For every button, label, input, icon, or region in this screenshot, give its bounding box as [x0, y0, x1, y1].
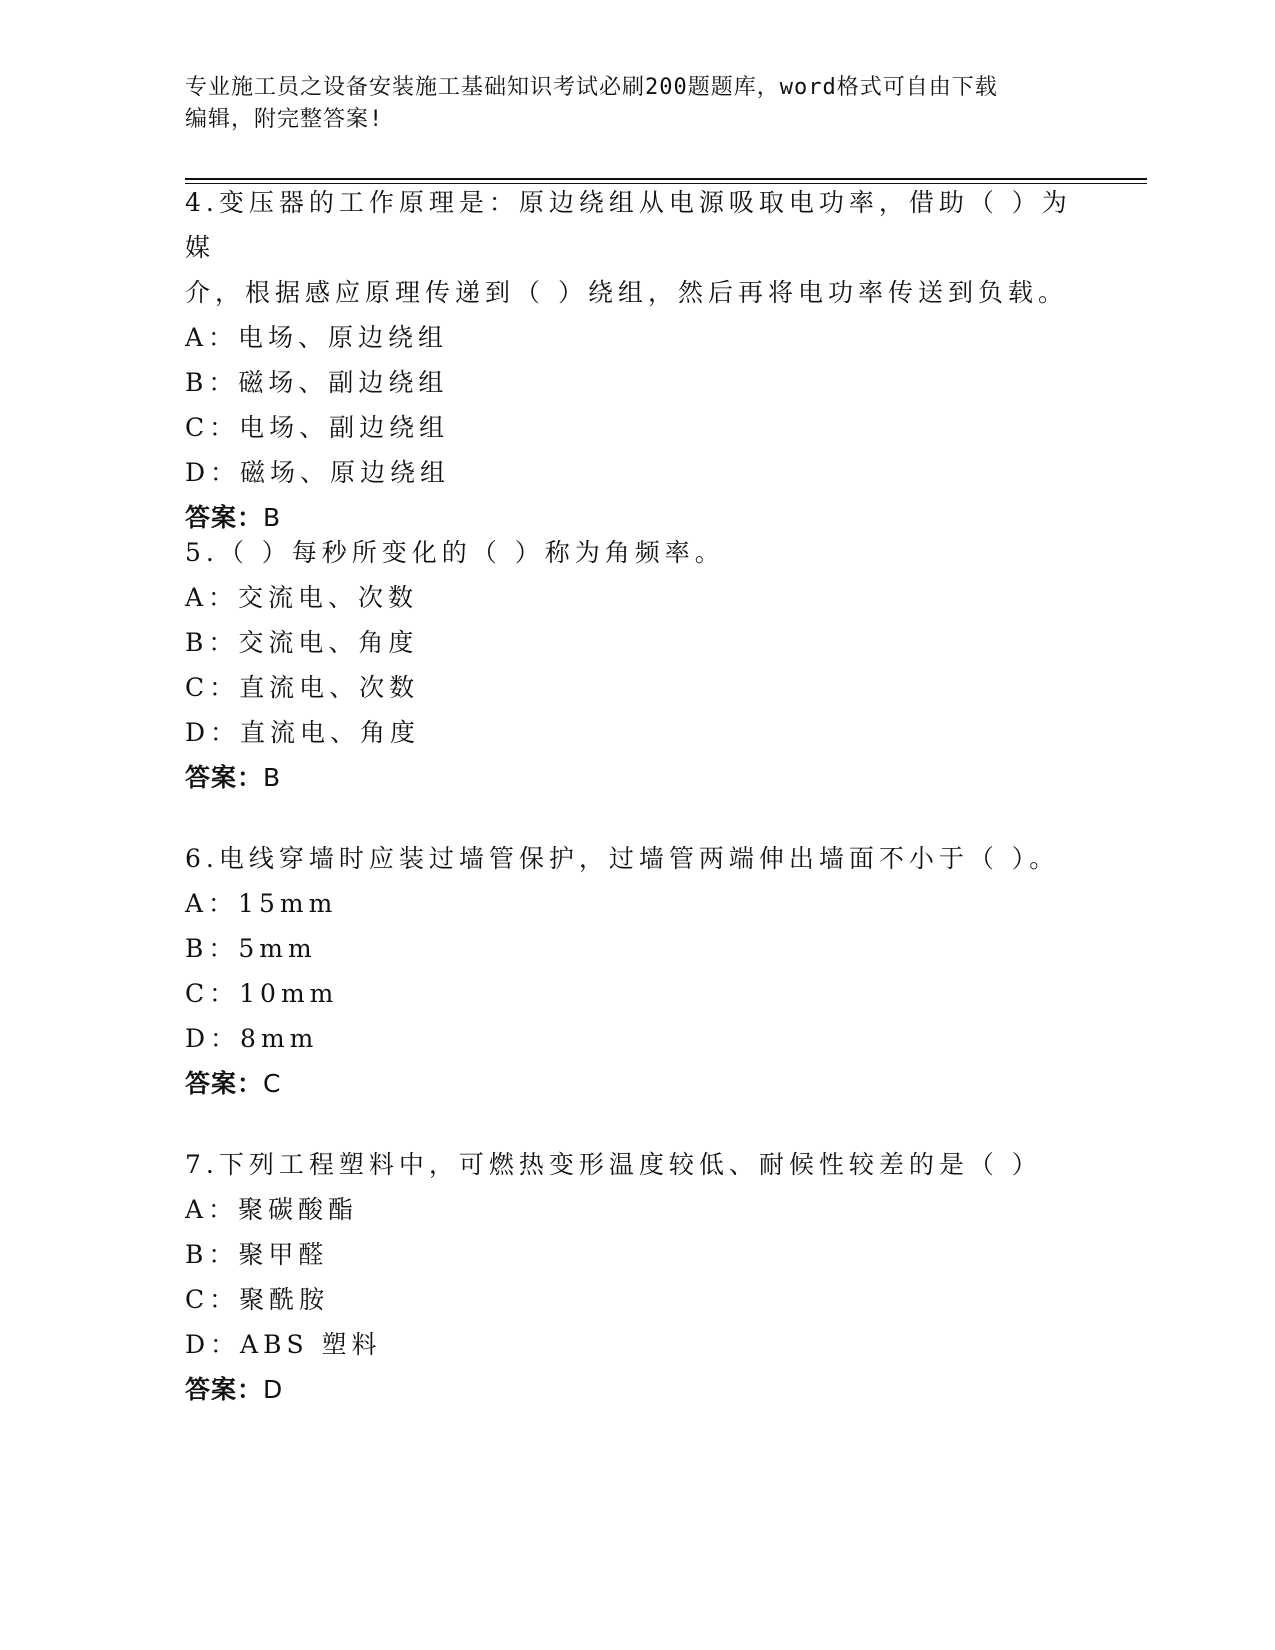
document-header — [185, 72, 1085, 136]
option-d: D：磁场、原边绕组 — [185, 458, 451, 487]
answer-value: B — [263, 503, 282, 532]
option-a: A：聚碳酸酯 — [185, 1195, 359, 1224]
answer-line — [185, 1367, 1085, 1412]
option-d: D：ABS 塑料 — [185, 1330, 382, 1359]
option-b: B：磁场、副边绕组 — [185, 368, 449, 397]
question-7 — [185, 1142, 1085, 1412]
answer-value: C — [263, 1069, 282, 1098]
option-c: C：电场、副边绕组 — [185, 413, 450, 442]
question-text-line-2: 介，根据感应原理传递到（ ）绕组，然后再将电功率传送到负载。 — [185, 278, 1068, 307]
header-line-2: 编辑，附完整答案! — [185, 107, 384, 132]
answer-line — [185, 755, 1085, 800]
answer-line — [185, 1061, 1085, 1106]
question-5 — [185, 530, 1085, 800]
option-a: A：15mm — [185, 889, 338, 918]
answer-value: B — [263, 763, 282, 792]
question-text-line-1: 7.下列工程塑料中，可燃热变形温度较低、耐候性较差的是（ ） — [185, 1150, 1042, 1179]
answer-label: 答案： — [185, 503, 264, 532]
question-6 — [185, 836, 1085, 1106]
answer-label: 答案： — [185, 763, 264, 792]
answer-label: 答案： — [185, 1069, 264, 1098]
question-text-line-1: 6.电线穿墙时应装过墙管保护，过墙管两端伸出墙面不小于（ ）。 — [185, 844, 1060, 873]
option-d: D：直流电、角度 — [185, 718, 421, 747]
option-b: B：交流电、角度 — [185, 628, 419, 657]
question-text-line-1: 5.（ ）每秒所变化的（ ）称为角频率。 — [185, 538, 725, 567]
option-a: A：交流电、次数 — [185, 583, 419, 612]
option-b: B：5mm — [185, 934, 317, 963]
option-d: D：8mm — [185, 1024, 319, 1053]
answer-value: D — [263, 1375, 284, 1404]
header-line-1: 专业施工员之设备安装施工基础知识考试必刷200题题库，word格式可自由下载 — [185, 75, 998, 100]
option-c: C：聚酰胺 — [185, 1285, 330, 1314]
option-c: C：10mm — [185, 979, 339, 1008]
option-a: A：电场、原边绕组 — [185, 323, 449, 352]
answer-label: 答案： — [185, 1375, 264, 1404]
question-4 — [185, 180, 1085, 540]
option-b: B：聚甲醛 — [185, 1240, 329, 1269]
option-c: C：直流电、次数 — [185, 673, 420, 702]
question-text-line-1: 4.变压器的工作原理是：原边绕组从电源吸取电功率，借助（ ）为媒 — [185, 188, 1072, 262]
